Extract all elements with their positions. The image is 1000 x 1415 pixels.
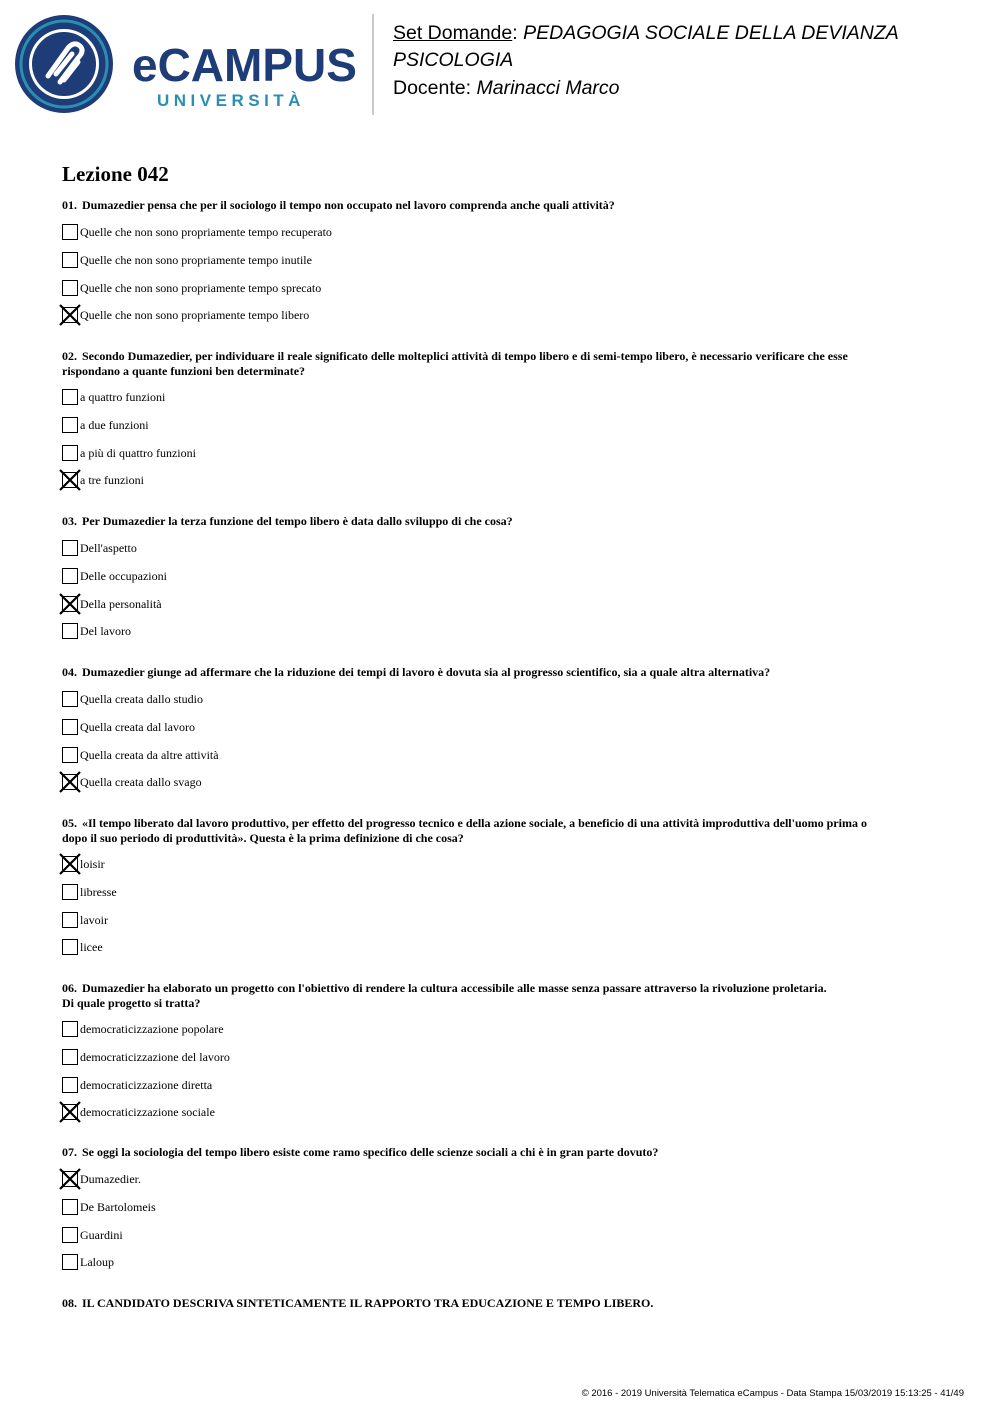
- teacher-label: Docente:: [393, 77, 472, 99]
- answer-option-text: democraticizzazione del lavoro: [80, 1049, 230, 1064]
- cross-mark-icon: [58, 468, 82, 492]
- checkbox[interactable]: [62, 1199, 78, 1215]
- checkbox[interactable]: [62, 252, 78, 268]
- answer-option-text: De Bartolomeis: [80, 1199, 156, 1214]
- question-line-text: Secondo Dumazedier, per individuare il reale significato delle molteplici attività di tempo libero e di semi-tempo libero, è necessario verificare che esse: [82, 349, 848, 363]
- svg-text:UNIVERSITÀ: UNIVERSITÀ: [157, 91, 305, 110]
- page-footer: © 2016 - 2019 Università Telematica eCampus - Data Stampa 15/03/2019 15:13:25 - 41/49: [581, 1388, 964, 1399]
- answer-option-text: Quelle che non sono propriamente tempo sprecato: [80, 280, 322, 295]
- question-number: 08.: [62, 1296, 77, 1310]
- question-line-text: dopo il suo periodo di produttività». Questa è la prima definizione di che cosa?: [62, 831, 464, 845]
- answer-option-text: a tre funzioni: [80, 473, 144, 488]
- checkbox[interactable]: [62, 445, 78, 461]
- question-number: 04.: [62, 665, 77, 679]
- question-number: 02.: [62, 349, 77, 363]
- question-line: [62, 981, 932, 996]
- question-line-text: «Il tempo liberato dal lavoro produttivo, per effetto del progresso tecnico e della azione sociale, a beneficio di una attività improduttiva dell'uomo prima o: [82, 816, 867, 830]
- checkbox[interactable]: [62, 389, 78, 405]
- set-colon: :: [512, 22, 518, 44]
- answer-option-text: a quattro funzioni: [80, 390, 166, 404]
- question-line: [62, 514, 932, 529]
- header-divider: [372, 14, 374, 115]
- answer-option-text: democraticizzazione sociale: [80, 1105, 215, 1120]
- question-text: [62, 198, 932, 213]
- checkbox[interactable]: [62, 691, 78, 707]
- question-text: [62, 816, 932, 846]
- answer-option-text: licee: [80, 940, 103, 955]
- question-text: [62, 514, 932, 529]
- answer-option-text: Quelle che non sono propriamente tempo recuperato: [80, 225, 332, 239]
- answer-option-text: Dell'aspetto: [80, 541, 137, 555]
- checkbox[interactable]: [62, 417, 78, 433]
- question-line: [62, 364, 932, 379]
- question-text: [62, 981, 932, 1011]
- cross-mark-icon: [58, 592, 82, 616]
- checkbox[interactable]: [62, 568, 78, 584]
- checkbox[interactable]: [62, 719, 78, 735]
- answer-option-text: lavoir: [80, 912, 108, 927]
- checkbox[interactable]: [62, 1049, 78, 1065]
- question-line: [62, 1296, 932, 1311]
- question-text: [62, 665, 932, 680]
- cross-mark-icon: [58, 1100, 82, 1124]
- question-line-text: Se oggi la sociologia del tempo libero esiste come ramo specifico delle scienze sociali a chi è in gran parte dovuto?: [82, 1145, 659, 1159]
- checkbox[interactable]: [62, 1254, 78, 1270]
- answer-option-text: Quella creata dal lavoro: [80, 719, 195, 734]
- svg-text:eCAMPUS: eCAMPUS: [132, 39, 357, 91]
- question-line-text: Dumazedier ha elaborato un progetto con l'obiettivo di rendere la cultura accessibile alle masse senza passare attraverso la rivoluzione proletaria.: [82, 981, 827, 995]
- set-title: PEDAGOGIA SOCIALE DELLA DEVIANZA: [523, 22, 899, 44]
- question-line: [62, 816, 932, 831]
- question-line-text: Di quale progetto si tratta?: [62, 996, 201, 1010]
- question-number: 05.: [62, 816, 77, 830]
- cross-mark-icon: [58, 303, 82, 327]
- set-title-cont: PSICOLOGIA: [393, 49, 514, 71]
- question-line: [62, 665, 932, 680]
- answer-option-text: Laloup: [80, 1255, 114, 1270]
- teacher-name: Marinacci Marco: [476, 77, 620, 99]
- cross-mark-icon: [58, 852, 82, 876]
- lesson-title: Lezione 042: [62, 162, 169, 186]
- question-number: 03.: [62, 514, 77, 528]
- checkbox[interactable]: [62, 224, 78, 240]
- answer-option-text: a più di quattro funzioni: [80, 445, 196, 460]
- answer-option-text: libresse: [80, 884, 117, 899]
- answer-option-text: a due funzioni: [80, 417, 149, 432]
- question-line: [62, 996, 932, 1011]
- question-text: [62, 1296, 932, 1311]
- answer-option-text: Dumazedier.: [80, 1172, 141, 1186]
- teacher-line: [393, 75, 620, 102]
- question-line-text: IL CANDIDATO DESCRIVA SINTETICAMENTE IL RAPPORTO TRA EDUCAZIONE E TEMPO LIBERO.: [82, 1296, 654, 1310]
- answer-option-text: Del lavoro: [80, 624, 131, 639]
- question-line: [62, 349, 932, 364]
- checkbox[interactable]: [62, 280, 78, 296]
- answer-option-text: loisir: [80, 857, 105, 871]
- answer-option-text: Guardini: [80, 1227, 123, 1242]
- answer-option-text: Quella creata da altre attività: [80, 747, 219, 762]
- checkbox[interactable]: [62, 747, 78, 763]
- checkbox[interactable]: [62, 884, 78, 900]
- question-text: [62, 349, 932, 379]
- answer-option-text: democraticizzazione popolare: [80, 1022, 224, 1036]
- page-header: [0, 0, 1000, 130]
- checkbox[interactable]: [62, 939, 78, 955]
- answer-option-text: Della personalità: [80, 596, 162, 611]
- checkbox[interactable]: [62, 912, 78, 928]
- question-line: [62, 831, 932, 846]
- question-line-text: rispondano a quante funzioni ben determinate?: [62, 364, 306, 378]
- checkbox[interactable]: [62, 1077, 78, 1093]
- question-number: 07.: [62, 1145, 77, 1159]
- set-title-line: [393, 20, 899, 47]
- question-line: [62, 198, 932, 213]
- question-line-text: Dumazedier giunge ad affermare che la riduzione dei tempi di lavoro è dovuta sia al progresso scientifico, sia a quale altra alternativa?: [82, 665, 771, 679]
- cross-mark-icon: [58, 1167, 82, 1191]
- question-number: 06.: [62, 981, 77, 995]
- answer-option-text: Quelle che non sono propriamente tempo libero: [80, 308, 310, 323]
- checkbox[interactable]: [62, 623, 78, 639]
- answer-option-text: Quelle che non sono propriamente tempo inutile: [80, 252, 312, 267]
- set-label: Set Domande: [393, 22, 513, 44]
- cross-mark-icon: [58, 770, 82, 794]
- checkbox[interactable]: [62, 540, 78, 556]
- question-text: [62, 1145, 932, 1160]
- question-line: [62, 1145, 932, 1160]
- question-line-text: Per Dumazedier la terza funzione del tempo libero è data dallo sviluppo di che cosa?: [82, 514, 513, 528]
- ecampus-logo: [14, 14, 374, 114]
- checkbox[interactable]: [62, 1227, 78, 1243]
- question-number: 01.: [62, 198, 77, 212]
- checkbox[interactable]: [62, 1021, 78, 1037]
- question-line-text: Dumazedier pensa che per il sociologo il tempo non occupato nel lavoro comprenda anche quali attività?: [82, 198, 615, 212]
- answer-option-text: democraticizzazione diretta: [80, 1077, 213, 1092]
- answer-option-text: Delle occupazioni: [80, 568, 167, 583]
- answer-option-text: Quella creata dallo studio: [80, 692, 203, 706]
- set-title-line-2: [393, 47, 513, 74]
- answer-option-text: Quella creata dallo svago: [80, 775, 202, 790]
